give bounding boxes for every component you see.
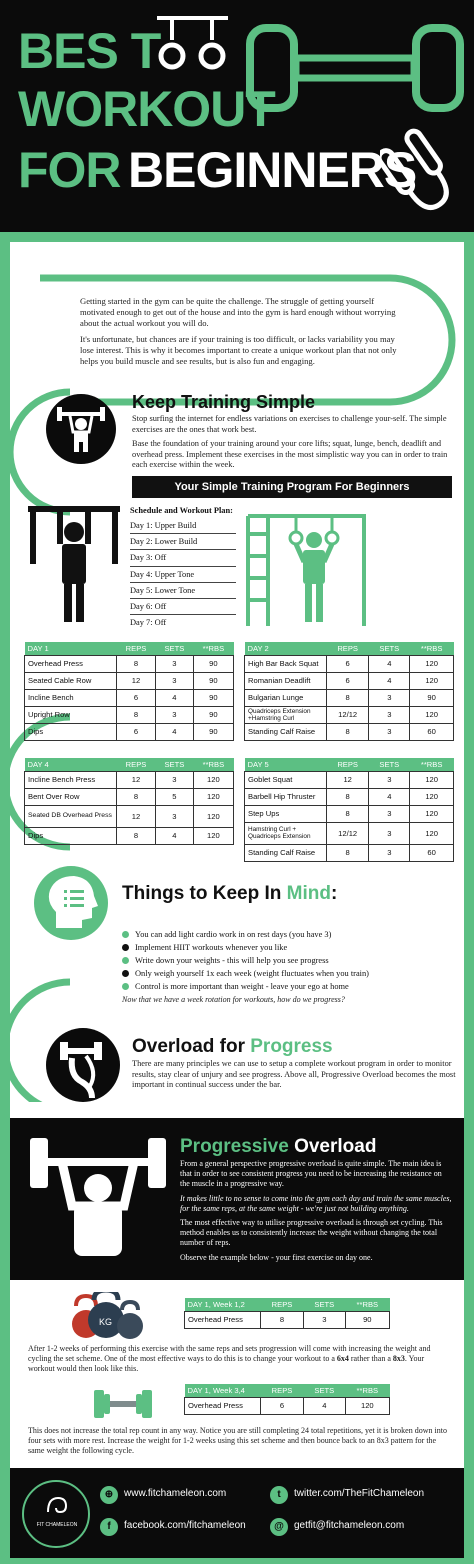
exercise-cell: Standing Calf Raise	[245, 844, 327, 861]
progressive-paragraph: The most effective way to utilise progressive overload is through set cycling. This method enables us to consistently increase the weight without changing the total number of reps.	[180, 1218, 443, 1248]
mind-title-b: Mind	[286, 883, 331, 904]
reps-header: REPS	[117, 642, 156, 655]
reps-cell: 8	[117, 788, 156, 805]
schedule-item: Day 4: Upper Tone	[130, 567, 236, 583]
sets-cell: 4	[369, 655, 410, 672]
reps-cell: 12/12	[327, 706, 369, 723]
table-row	[25, 771, 234, 788]
rbs-cell: 120	[193, 827, 233, 844]
table-row	[245, 844, 454, 861]
progressive-title-b: Overload	[288, 1136, 377, 1157]
exercise-cell: Upright Row	[25, 706, 117, 723]
keep-paragraph: Base the foundation of your training around your core lifts; squat, lunge, bench, deadlift and overhead press. Implement these exercises in the most simplistic way you can in order to train each exercise within the week.	[132, 439, 448, 470]
table-row	[185, 1311, 390, 1328]
sets-cell: 4	[156, 723, 194, 740]
reps-cell: 12/12	[327, 822, 369, 844]
intro-paragraph: It's unfortunate, but chances are if your training is too difficult, or lacks variability you may lose interest. This is why it becomes important to create a unique workout plan that not only helps you build muscle and see results, but is also fun and engaging.	[80, 334, 397, 366]
sets-header: SETS	[156, 642, 194, 655]
day4-table	[24, 758, 234, 845]
schedule-item: Day 1: Upper Build	[130, 518, 236, 534]
mind-title-c: :	[331, 883, 338, 904]
hand-grip-icon	[380, 128, 460, 218]
overload-text: There are many principles we can use to setup a complete workout program in order to monitor results, stay clear of unjury and see progress. Above all, Progressive Overload becomes the most important in continual success under the bar.	[132, 1059, 456, 1090]
table-row	[245, 771, 454, 788]
kettlebells-icon	[66, 1292, 148, 1340]
keep-simple-title: Keep Training Simple	[132, 392, 316, 412]
reps-cell: 8	[117, 827, 156, 844]
week34-table	[184, 1384, 390, 1415]
reps-cell: 8	[327, 805, 369, 822]
list-item: Control is more important than weight - leave your ego at home	[122, 980, 452, 993]
pullup-figure-icon	[24, 504, 124, 626]
example-text-c: rather than a	[348, 1354, 393, 1363]
reps-cell: 12	[117, 805, 156, 827]
reps-header: REPS	[261, 1298, 304, 1311]
keep-simple-badge	[46, 394, 116, 464]
rbs-cell: 60	[410, 723, 454, 740]
title-line-1: BES T	[18, 23, 161, 79]
sets-cell: 3	[156, 771, 194, 788]
rbs-header: **RBS	[410, 642, 454, 655]
schedule-item: Day 5: Lower Tone	[130, 583, 236, 599]
twitter-icon: t	[270, 1486, 288, 1504]
reps-cell: 8	[117, 655, 156, 672]
schedule-item: Day 7: Off	[130, 618, 167, 628]
reps-cell: 12	[327, 771, 369, 788]
rbs-cell: 120	[410, 822, 454, 844]
sets-cell: 3	[369, 723, 410, 740]
exercise-cell: High Bar Back Squat	[245, 655, 327, 672]
rbs-cell: 90	[345, 1311, 389, 1328]
sets-cell: 3	[369, 689, 410, 706]
arm-dumbbell-icon	[46, 1028, 120, 1102]
schedule-item: Day 6: Off	[130, 599, 236, 615]
rbs-header: **RBS	[345, 1298, 389, 1311]
sets-cell: 3	[369, 822, 410, 844]
list-item: Write down your weights - this will help you see progress	[122, 954, 452, 967]
sets-cell: 3	[156, 706, 194, 723]
sets-header: SETS	[369, 758, 410, 771]
program-bar: Your Simple Training Program For Beginners	[132, 476, 452, 498]
table-row	[25, 706, 234, 723]
website-link[interactable]: www.fitchameleon.com	[124, 1488, 227, 1499]
reps-cell: 12	[117, 771, 156, 788]
facebook-icon: f	[100, 1518, 118, 1536]
exercise-cell: Standing Calf Raise	[245, 723, 327, 740]
reps-header: REPS	[117, 758, 156, 771]
progressive-paragraph: It makes little to no sense to come into the gym each day and train the same muscles, for the same reps, at the same weight - we're just not building anything.	[180, 1193, 452, 1213]
exercise-cell: Step Ups	[245, 805, 327, 822]
list-item: Implement HIIT workouts whenever you like	[122, 941, 452, 954]
reps-cell: 12	[117, 672, 156, 689]
table-row	[245, 689, 454, 706]
chameleon-icon	[46, 1494, 68, 1518]
gym-rings-icon	[155, 14, 230, 72]
exercise-cell: Dips	[25, 827, 117, 844]
title-line-3a: FOR	[18, 142, 121, 198]
reps-header: REPS	[327, 758, 369, 771]
footer	[10, 1468, 464, 1558]
sets-cell: 3	[156, 655, 194, 672]
reps-cell: 6	[327, 672, 369, 689]
table-row	[245, 655, 454, 672]
sets-cell: 3	[156, 672, 194, 689]
exercise-cell: Overhead Press	[185, 1397, 261, 1414]
table-row	[25, 805, 234, 827]
kettlebell-label: KG	[99, 1317, 113, 1327]
rbs-header: **RBS	[193, 758, 233, 771]
sets-cell: 4	[156, 827, 194, 844]
dumbbell-icon	[246, 20, 464, 112]
rbs-cell: 120	[410, 655, 454, 672]
rbs-cell: 60	[410, 844, 454, 861]
exercise-cell: Quadriceps Extension +Hamstring Curl	[245, 706, 327, 723]
rbs-cell: 90	[410, 689, 454, 706]
header-banner	[0, 0, 474, 232]
rbs-cell: 120	[193, 788, 233, 805]
table-row	[25, 723, 234, 740]
table-row	[245, 706, 454, 723]
schedule-title: Schedule and Workout Plan:	[130, 506, 233, 515]
exercise-cell: Hamstring Curl + Quadriceps Extension	[245, 822, 327, 844]
rbs-cell: 120	[410, 706, 454, 723]
example-text-b: 6x4	[336, 1354, 349, 1363]
title-line-3b: BEGINNERS	[128, 142, 417, 198]
exercise-cell: Goblet Squat	[245, 771, 327, 788]
table-row	[25, 672, 234, 689]
mind-badge	[34, 866, 108, 940]
exercise-cell: Romanian Deadlift	[245, 672, 327, 689]
facebook-link[interactable]: facebook.com/fitchameleon	[124, 1520, 246, 1531]
reps-cell: 8	[327, 844, 369, 861]
rbs-cell: 90	[193, 689, 233, 706]
day1-table	[24, 642, 234, 741]
table-row	[25, 689, 234, 706]
exercise-cell: Bent Over Row	[25, 788, 117, 805]
sets-cell: 4	[156, 689, 194, 706]
sets-cell: 3	[304, 1311, 346, 1328]
reps-cell: 6	[261, 1397, 304, 1414]
rbs-cell: 120	[193, 771, 233, 788]
reps-cell: 8	[327, 689, 369, 706]
sets-cell: 5	[156, 788, 194, 805]
sets-cell: 3	[369, 771, 410, 788]
table-row	[25, 655, 234, 672]
sets-header: SETS	[156, 758, 194, 771]
table-row	[245, 723, 454, 740]
rbs-cell: 90	[193, 655, 233, 672]
table-day-header: DAY 1, Week 3,4	[185, 1384, 261, 1397]
rbs-cell: 90	[193, 706, 233, 723]
sets-header: SETS	[369, 642, 410, 655]
globe-icon: ⊕	[100, 1486, 118, 1504]
logo-text: FIT CHAMELEON	[36, 1522, 78, 1528]
schedule-list	[130, 506, 236, 631]
reps-cell: 8	[327, 788, 369, 805]
exercise-cell: Barbell Hip Thruster	[245, 788, 327, 805]
table-row	[245, 672, 454, 689]
sets-cell: 3	[156, 805, 194, 827]
exercise-cell: Overhead Press	[185, 1311, 261, 1328]
reps-cell: 8	[261, 1311, 304, 1328]
sets-header: SETS	[304, 1298, 346, 1311]
table-day-header: DAY 2	[245, 642, 327, 655]
mind-title	[122, 883, 337, 905]
table-row	[245, 805, 454, 822]
progressive-paragraph: From a general perspective progressive overload is quite simple. The main idea is that in order to see consistent progress you need to be increasing the resistance on the muscle in a progressive way.	[180, 1159, 442, 1189]
schedule-item: Day 3: Off	[130, 550, 236, 566]
small-dumbbell-icon	[92, 1384, 154, 1424]
reps-cell: 8	[117, 706, 156, 723]
rbs-header: **RBS	[410, 758, 454, 771]
rbs-cell: 120	[410, 771, 454, 788]
overload-title-b: Progress	[250, 1036, 333, 1057]
sets-cell: 3	[369, 805, 410, 822]
head-list-icon	[34, 866, 108, 940]
exercise-cell: Bulgarian Lunge	[245, 689, 327, 706]
email-link[interactable]: getfit@fitchameleon.com	[294, 1520, 405, 1531]
example-text-d: 8x3	[392, 1354, 405, 1363]
sets-cell: 4	[369, 788, 410, 805]
mind-note: Now that we have a week rotation for workouts, how do we progress?	[122, 995, 345, 1004]
sets-cell: 3	[369, 844, 410, 861]
example-text-2: This does not increase the total rep count in any way. Notice you are still completing 24 total repetitions, yet it is broken down into four sets with more rest. Increase the weight for 1-2 weeks using this set scheme and then bounce back to an 8x3 pattern for the same weight the following cycle.	[28, 1426, 447, 1455]
table-row	[25, 827, 234, 844]
rbs-cell: 120	[410, 672, 454, 689]
schedule-item: Day 2: Lower Build	[130, 534, 236, 550]
table-row	[185, 1397, 390, 1414]
reps-cell: 6	[117, 689, 156, 706]
rbs-cell: 120	[193, 805, 233, 827]
example-text-e: . Your workout would then look like this.	[28, 1354, 425, 1373]
table-row	[25, 788, 234, 805]
sets-cell: 4	[369, 672, 410, 689]
reps-cell: 6	[117, 723, 156, 740]
sets-cell: 3	[369, 706, 410, 723]
week12-table	[184, 1298, 390, 1329]
table-day-header: DAY 5	[245, 758, 327, 771]
table-day-header: DAY 1	[25, 642, 117, 655]
rbs-header: **RBS	[193, 642, 233, 655]
list-item: Only weigh yourself 1x each week (weight fluctuates when you train)	[122, 967, 452, 980]
exercise-cell: Dips	[25, 723, 117, 740]
progressive-title	[180, 1136, 376, 1158]
sets-header: SETS	[304, 1384, 346, 1397]
reps-header: REPS	[261, 1384, 304, 1397]
rings-figure-icon	[244, 506, 454, 628]
exercise-cell: Incline Bench	[25, 689, 117, 706]
rbs-cell: 120	[410, 805, 454, 822]
exercise-cell: Seated Cable Row	[25, 672, 117, 689]
rbs-cell: 90	[193, 723, 233, 740]
overload-badge	[46, 1028, 120, 1102]
title-line-2: WORKOUT	[18, 81, 275, 137]
overload-title-a: Overload for	[132, 1036, 251, 1057]
table-row	[245, 788, 454, 805]
table-day-header: DAY 4	[25, 758, 117, 771]
lifter-overhead-icon	[28, 1134, 168, 1266]
reps-cell: 6	[327, 655, 369, 672]
mind-list	[122, 928, 452, 993]
progressive-paragraph: Observe the example below - your first exercise on day one.	[180, 1252, 373, 1262]
day2-table	[244, 642, 454, 741]
exercise-cell: Incline Bench Press	[25, 771, 117, 788]
progressive-text	[180, 1159, 452, 1267]
twitter-link[interactable]: twitter.com/TheFitChameleon	[294, 1488, 425, 1499]
overload-title	[132, 1036, 333, 1058]
table-day-header: DAY 1, Week 1,2	[185, 1298, 261, 1311]
example-text-1	[28, 1344, 450, 1374]
email-icon: @	[270, 1518, 288, 1536]
reps-header: REPS	[327, 642, 369, 655]
intro-text	[80, 296, 405, 372]
reps-cell: 8	[327, 723, 369, 740]
keep-simple-text	[132, 414, 454, 475]
rbs-cell: 90	[193, 672, 233, 689]
rbs-header: **RBS	[345, 1384, 389, 1397]
mind-title-a: Things to Keep In	[122, 883, 287, 904]
table-row	[245, 822, 454, 844]
exercise-cell: Seated DB Overhead Press	[25, 805, 117, 827]
fit-chameleon-logo[interactable]	[22, 1480, 90, 1548]
rbs-cell: 120	[345, 1397, 389, 1414]
progressive-title-a: Progressive	[180, 1136, 289, 1157]
sets-cell: 4	[304, 1397, 346, 1414]
weightlifter-icon	[46, 394, 116, 464]
exercise-cell: Overhead Press	[25, 655, 117, 672]
example-text-a: After 1-2 weeks of performing this exercise with the same reps and sets progression will come with increasing the weight and cycling the set scheme. One of the most effective ways to do this is to change your workout to a	[28, 1344, 431, 1363]
day5-table	[244, 758, 454, 862]
rbs-cell: 120	[410, 788, 454, 805]
keep-paragraph: Stop surfing the internet for endless variations on exercises to challenge your-self. The simple exercises are the ones that work best.	[132, 414, 447, 434]
intro-paragraph: Getting started in the gym can be quite the challenge. The struggle of getting yourself motivated enough to get out of the house and into the gym is hard enough without worrying about the actual workout you will do.	[80, 296, 396, 328]
list-item: You can add light cardio work in on rest days (you have 3)	[122, 928, 452, 941]
